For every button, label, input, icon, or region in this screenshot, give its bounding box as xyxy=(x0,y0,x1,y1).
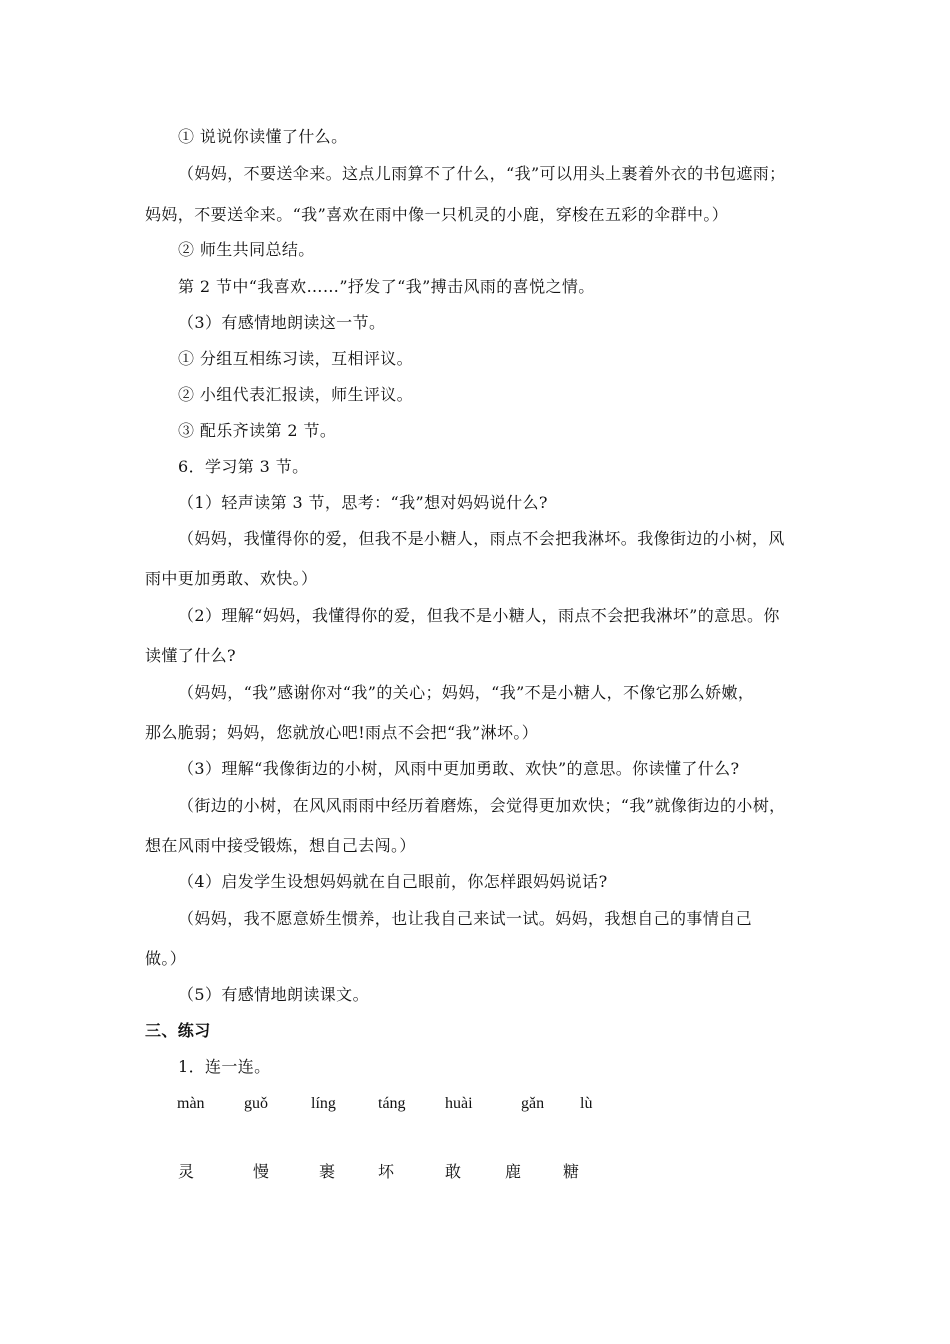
text-line: ① 说说你读懂了什么。 xyxy=(178,127,348,146)
text-line: 6．学习第 3 节。 xyxy=(178,457,309,476)
text-line: （2）理解“妈妈，我懂得你的爱，但我不是小糖人，雨点不会把我淋坏”的意思。你 xyxy=(178,606,780,625)
character-item: 灵 xyxy=(178,1162,195,1181)
text-line: （妈妈，“我”感谢你对“我”的关心；妈妈，“我”不是小糖人，不像它那么娇嫩， xyxy=(178,683,755,702)
exercise-title: 1．连一连。 xyxy=(178,1057,271,1076)
section-heading: 三、练习 xyxy=(145,1021,211,1040)
character-item: 裹 xyxy=(319,1162,336,1181)
text-line: 想在风雨中接受锻炼，想自己去闯。） xyxy=(145,836,416,855)
text-line: （1）轻声读第 3 节，思考：“我”想对妈妈说什么? xyxy=(178,493,548,512)
text-line: ② 小组代表汇报读，师生评议。 xyxy=(178,385,414,404)
character-item: 坏 xyxy=(378,1162,395,1181)
pinyin-item: huài xyxy=(445,1095,473,1112)
pinyin-item: guǒ xyxy=(244,1095,268,1112)
text-line: ② 师生共同总结。 xyxy=(178,240,315,259)
character-item: 鹿 xyxy=(505,1162,522,1181)
text-line: 妈妈，不要送伞来。“我”喜欢在雨中像一只机灵的小鹿，穿梭在五彩的伞群中。） xyxy=(145,205,729,224)
character-item: 敢 xyxy=(445,1162,462,1181)
pinyin-row xyxy=(0,1094,950,1118)
text-line: ③ 配乐齐读第 2 节。 xyxy=(178,421,337,440)
pinyin-item: táng xyxy=(378,1095,406,1112)
text-line: （4）启发学生设想妈妈就在自己眼前，你怎样跟妈妈说话? xyxy=(178,872,608,891)
pinyin-item: lù xyxy=(580,1095,593,1112)
text-line: （5）有感情地朗读课文。 xyxy=(178,985,369,1004)
text-line: （妈妈，不要送伞来。这点儿雨算不了什么，“我”可以用头上裹着外衣的书包遮雨； xyxy=(178,164,786,183)
text-line: ① 分组互相练习读，互相评议。 xyxy=(178,349,414,368)
pinyin-item: gǎn xyxy=(521,1095,545,1112)
pinyin-item: màn xyxy=(177,1095,205,1112)
text-line: 读懂了什么? xyxy=(145,646,236,665)
text-line: （妈妈，我不愿意娇生惯养，也让我自己来试一试。妈妈，我想自己的事情自己 xyxy=(178,909,753,928)
character-item: 慢 xyxy=(253,1162,270,1181)
character-item: 糖 xyxy=(563,1162,580,1181)
text-line: （妈妈，我懂得你的爱，但我不是小糖人，雨点不会把我淋坏。我像街边的小树，风 xyxy=(178,529,785,548)
text-line: 做。） xyxy=(145,949,187,968)
text-line: （3）理解“我像街边的小树，风雨中更加勇敢、欢快”的意思。你读懂了什么? xyxy=(178,759,740,778)
text-line: 第 2 节中“我喜欢……”抒发了“我”搏击风雨的喜悦之情。 xyxy=(178,277,595,296)
text-line: 雨中更加勇敢、欢快。） xyxy=(145,569,318,588)
text-line: （街边的小树，在风风雨雨中经历着磨炼，会觉得更加欢快；“我”就像街边的小树， xyxy=(178,796,786,815)
pinyin-item: líng xyxy=(311,1095,336,1112)
character-row xyxy=(0,1162,950,1186)
text-line: （3）有感情地朗读这一节。 xyxy=(178,313,386,332)
text-line: 那么脆弱；妈妈，您就放心吧!雨点不会把“我”淋坏。） xyxy=(145,723,539,742)
